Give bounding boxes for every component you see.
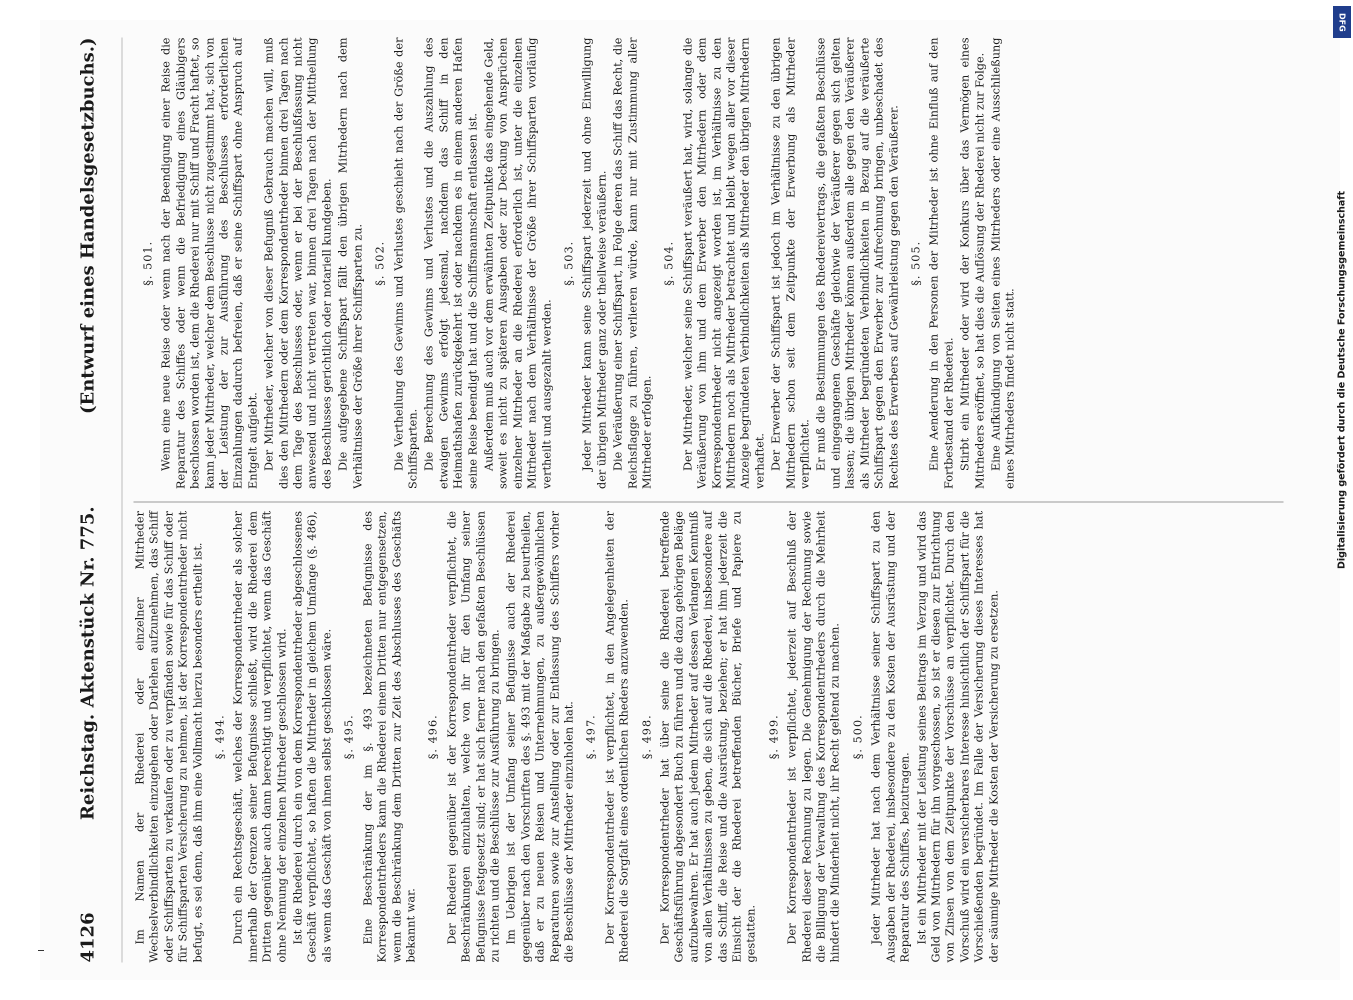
paragraph: Eine Beschränkung der im §. 493 bezeichneten Befugnisse des Korrespondentrheders kann die Rhederei einem Dritten nur entgegensetzen, wenn die Beschränkung dem Dritten zur Zeit des Abschlusses des Geschäfts bekannt war. (361, 511, 418, 963)
paragraph: Eine Aenderung in den Personen der Mitrheder ist ohne Einfluß auf den Fortbestand der Rhederei. (927, 37, 956, 489)
paragraph: Die Veräußerung einer Schiffspart, in Folge deren das Schiff das Recht, die Reichsflagge zu führen, verlieren würde, kann nur mit Zustimmung aller Mitrheder erfolgen. (611, 37, 654, 489)
paragraph: Im Uebrigen ist der Umfang seiner Befugnisse auch der Rhederei gegenüber nach den Vorschriften des §. 493 mit der Maßgabe zu beurtheilen, daß er zu neuen Reisen und Unternehmungen, zu außergewöhnlichen Reparaturen sowie zur Anstellung oder zur Entlassung des Schiffers vorher die Beschlüsse der Mitrheder einzuholen hat. (504, 511, 576, 963)
section-heading: §. 501. (141, 240, 155, 286)
paragraph: Die Vertheilung des Gewinns und Verlustes geschieht nach der Größe der Schiffsparten. (392, 37, 420, 489)
paragraph: Der Korrespondentrheder ist verpflichtet, in den Angelegenheiten der Rhederei die Sorgfalt eines ordentlichen Rheders anzuwenden. (603, 511, 631, 963)
paragraph: Der Korrespondentrheder hat über seine die Rhederei betreffende Geschäftsführung abgesondert Buch zu führen und die dazu gehörigen Beläge aufzubewahren. Er hat auch jedem Mitrheder auf dessen Verlangen Kenntniß von allen Verhältnissen zu geben, die sich auf die Rhederei, insbesondere auf das Schiff, die Reise und die Ausrüstung, beziehen; er hat ihm jederzeit die Einsicht der die Rhederei betreffenden Bücher, Briefe und Papiere zu gestatten. (658, 511, 758, 963)
section-heading: §. 498. (640, 714, 654, 760)
right-column (134, 38, 1284, 490)
section-heading: §. 494. (213, 714, 227, 760)
section-heading: §. 500. (851, 714, 865, 760)
text-columns (134, 38, 1284, 963)
section-heading: §. 503. (562, 240, 576, 286)
scanned-page (40, 20, 1340, 980)
section-heading: §. 502. (373, 240, 387, 286)
paragraph: Der Erwerber der Schiffspart ist jedoch im Verhältnisse zu den übrigen Mitrhedern schon seit dem Zeitpunkte der Erwerbung als Mitrheder verpflichtet. (769, 37, 812, 489)
document-title: Reichstag. Aktenstück Nr. 775. (77, 506, 99, 821)
paragraph: Jeder Mitrheder hat nach dem Verhältnisse seiner Schiffspart zu den Ausgaben der Rhederei, insbesondere zu den Kosten der Ausrüstung und der Reparatur des Schiffes, beizutragen. (869, 511, 912, 963)
paragraph: Jeder Mitrheder kann seine Schiffspart jederzeit und ohne Einwilligung der übrigen Mitrheder ganz oder theilweise veräußern. (580, 37, 609, 489)
left-column (134, 511, 1284, 963)
paragraph: Die aufgegebene Schiffspart fällt den übrigen Mitrhedern nach dem Verhältnisse der Größe ihrer Schiffsparten zu. (336, 37, 365, 489)
section-heading: §. 504. (662, 240, 676, 286)
rotated-page-content (78, 38, 1303, 963)
paragraph: Im Namen der Rhederei oder einzelner Mitrheder Wechselverbindlichkeiten einzugehen oder Darlehen aufzunehmen, das Schiff oder Schiffsparten zu verkaufen oder zu verpfänden sowie für das Schiff oder für Schiffsparten Versicherung zu nehmen, ist der Korrespondentrheder nicht befugt, es sei denn, daß ihm eine Vollmacht hierzu besonders ertheilt ist. (133, 511, 205, 963)
paragraph: Außerdem muß auch vor dem erwähnten Zeitpunkte das eingehende Geld, soweit es nicht zu späteren Ausgaben oder zur Deckung von Ansprüchen einzelner Mitrheder an die Rhederei erforderlich ist, unter die einzelnen Mitrheder nach dem Verhältnisse der Größe ihrer Schiffsparten vorläufig vertheilt und ausgezahlt werden. (482, 37, 554, 489)
paragraph: Durch ein Rechtsgeschäft, welches der Korrespondentrheder als solcher innerhalb der Grenzen seiner Befugnisse schließt, wird die Rhederei dem Dritten gegenüber auch dann berechtigt und verpflichtet, wenn das Geschäft ohne Nennung der einzelnen Mitrheder geschlossen wird. (231, 511, 289, 963)
scan-mark (38, 950, 44, 951)
paragraph: Stirbt ein Mitrheder oder wird der Konkurs über das Vermögen eines Mitrheders eröffnet, so hat dies die Auflösung der Rhederei nicht zur Folge. (958, 37, 987, 489)
page-header (78, 38, 123, 963)
section-heading: §. 505. (909, 240, 923, 286)
paragraph: Wenn eine neue Reise oder wenn nach der Beendigung einer Reise die Reparatur des Schiffes oder wenn die Befriedigung eines Gläubigers beschlossen worden ist, dem die Rhederei nur mit Schiff und Fracht haftet, so kann jeder Mitrheder, welcher dem Beschlusse nicht zugestimmt hat, sich von der Leistung der zur Ausführung des Beschlusses erforderlichen Einzahlungen dadurch befreien, daß er seine Schiffspart ohne Anspruch auf Entgelt aufgiebt. (159, 37, 260, 489)
digitization-note (1331, 10, 1353, 750)
dfg-logo-text: DFG (1337, 12, 1347, 32)
paragraph: Der Korrespondentrheder ist verpflichtet, jederzeit auf Beschluß der Rhederei dieser Rechnung zu legen. Die Genehmigung der Rechnung sowie die Billigung der Verwaltung des Korrespondentrheders durch die Mehrheit hindert die Minderheit nicht, ihr Recht geltend zu machen. (785, 511, 842, 963)
dfg-logo (1333, 6, 1351, 38)
paragraph: Er muß die Bestimmungen des Rhedereivertrags, die gefaßten Beschlüsse und eingegangenen Geschäfte gleichwie der Veräußerer gegen sich gelten lassen; die übrigen Mitrheder können außerdem alle gegen den Veräußerer als Mitrheder begründeten Verbindlichkeiten in Bezug auf die veräußerte Schiffspart gegen den Erwerber zur Aufrechnung bringen, unbeschadet des Rechtes des Erwerbers auf Gewährleistung gegen den Veräußerer. (814, 37, 900, 489)
section-heading: §. 497. (584, 714, 598, 760)
page-number: 4126 (77, 912, 99, 963)
paragraph: Ist ein Mitrheder mit der Leistung seines Beitrags im Verzug und wird das Geld von Mitrhedern für ihn vorgeschossen, so ist er diesen zur Entrichtung von Zinsen von dem Zeitpunkte der Vorschüsse an verpflichtet. Durch den Vorschuß wird ein versicherbares Interesse hinsichtlich der Schiffspart für die Vorschießenden begründet. Im Falle der Versicherung dieses Interesses hat der säumige Mitrheder die Kosten der Versicherung zu ersetzen. (915, 511, 1001, 963)
document-subtitle: (Entwurf eines Handelsgesetzbuchs.) (77, 37, 99, 415)
paragraph: Der Mitrheder, welcher seine Schiffspart veräußert hat, wird, solange die Veräußerung von ihm und dem Erwerber den Mitrhedern oder dem Korrespondentrheder nicht angezeigt worden ist, im Verhältnisse zu den Mitrhedern noch als Mitrheder betrachtet und bleibt wegen aller vor dieser Anzeige begründeten Verbindlichkeiten als Mitrheder den übrigen Mitrhedern verhaftet. (681, 37, 767, 489)
section-heading: §. 495. (342, 714, 356, 760)
paragraph: Der Rhederei gegenüber ist der Korrespondentrheder verpflichtet, die Beschränkungen einzuhalten, welche von ihr für den Umfang seiner Befugnisse festgesetzt sind; er hat sich ferner nach den gefaßten Beschlüssen zu richten und die Beschlüsse zur Ausführung zu bringen. (445, 511, 502, 963)
paragraph: Ist die Rhederei durch ein von dem Korrespondentrheder abgeschlossenes Geschäft verpflichtet, so haften die Mitrheder in gleichem Umfange (§. 486), als wenn das Geschäft von ihnen selbst geschlossen wäre. (291, 511, 334, 963)
paragraph: Eine Aufkündigung von Seiten eines Mitrheders oder eine Ausschließung eines Mitrheders findet nicht statt. (989, 37, 1017, 489)
section-heading: §. 496. (426, 714, 440, 760)
paragraph: Die Berechnung des Gewinns und Verlustes und die Auszahlung des etwaigen Gewinns erfolgt jedesmal, nachdem das Schiff in den Heimathshafen zurückgekehrt ist oder nachdem es in einem anderen Hafen seine Reise beendigt hat und die Schiffsmannschaft entlassen ist. (422, 37, 480, 489)
section-heading: §. 499. (767, 714, 781, 760)
paragraph: Der Mitrheder, welcher von dieser Befugniß Gebrauch machen will, muß dies den Mitrhedern oder dem Korrespondentrheder binnen drei Tagen nach dem Tage des Beschlusses oder, wenn er bei der Beschlußfassung nicht anwesend und nicht vertreten war, binnen drei Tagen nach der Mittheilung des Beschlusses gerichtlich oder notariell kundgeben. (262, 37, 334, 489)
digitization-note-text: Digitalisierung gefördert durch die Deutsche Forschungsgemeinschaft (1336, 191, 1348, 569)
